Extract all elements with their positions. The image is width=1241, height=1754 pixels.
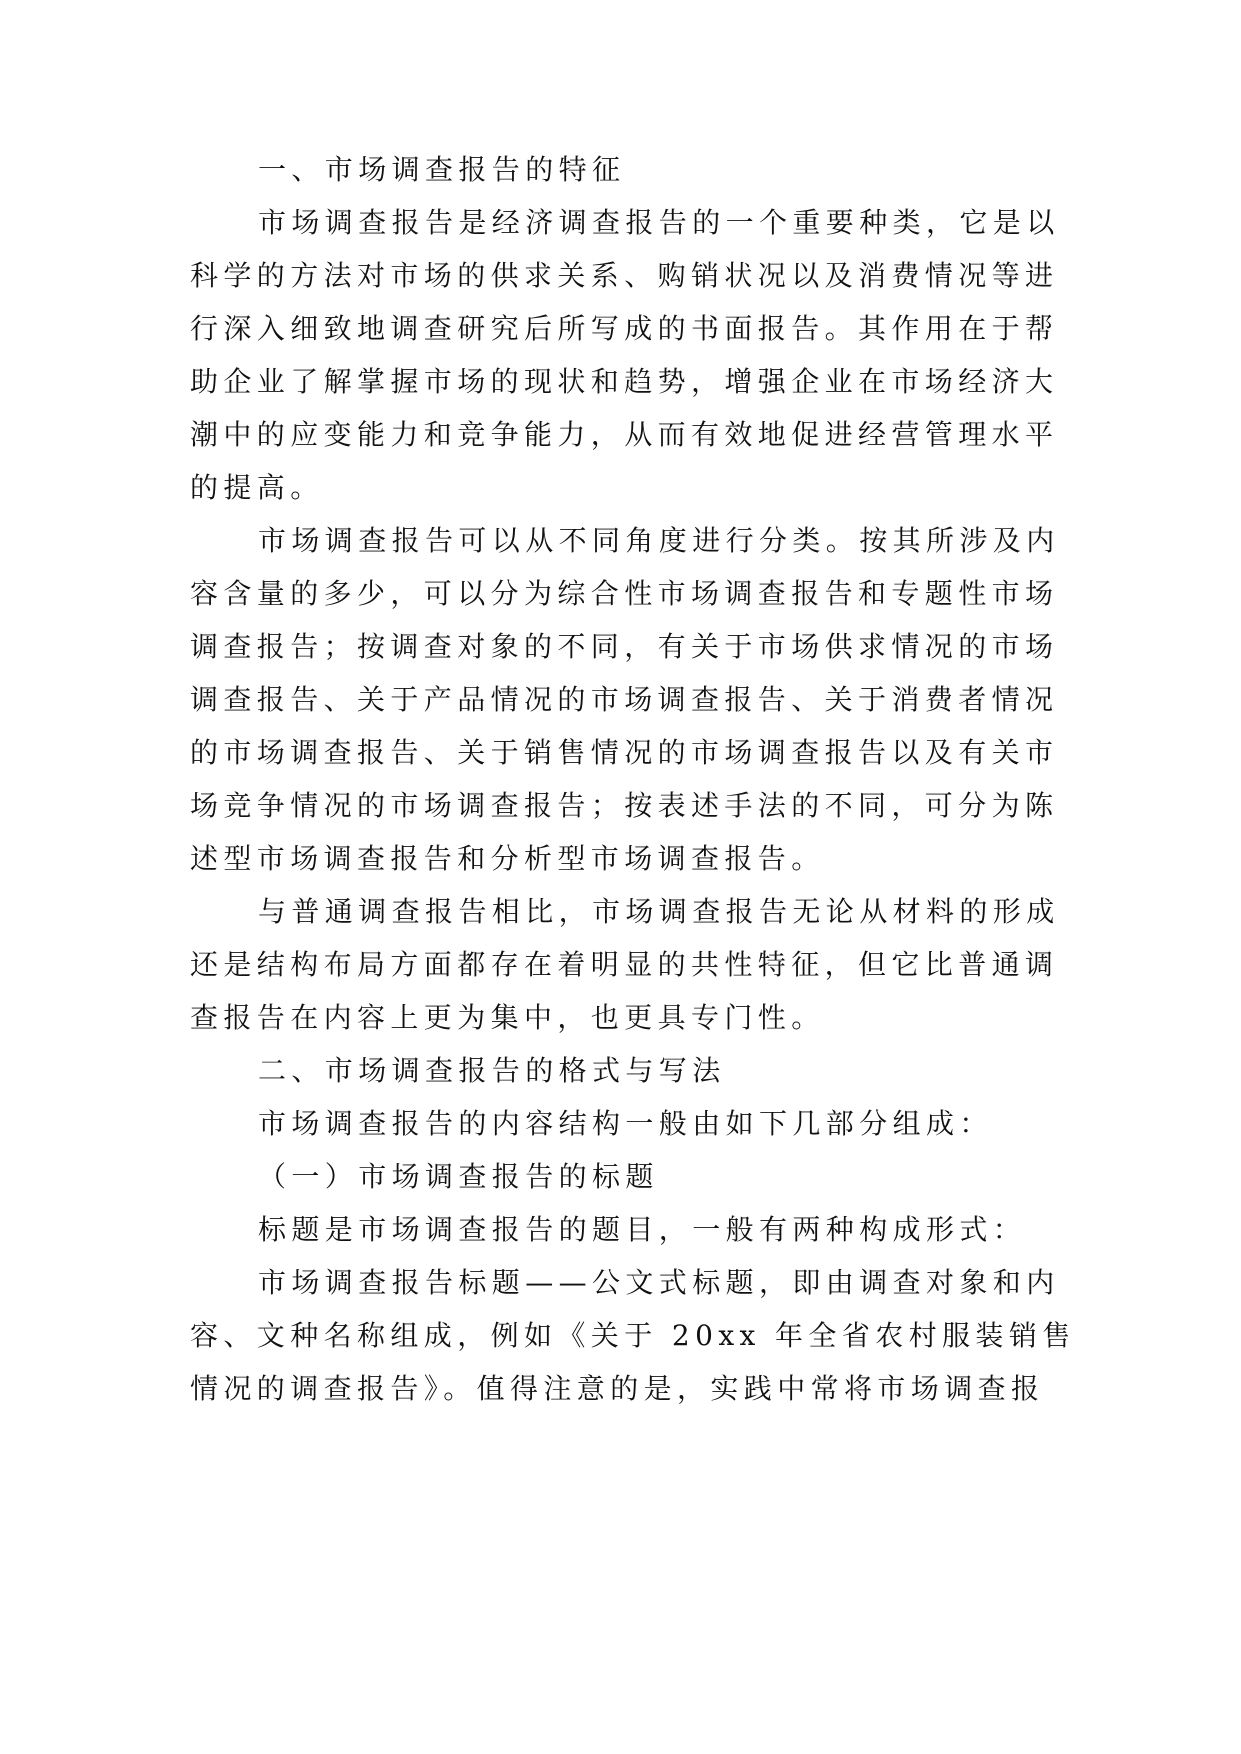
paragraph-line: 情况的调查报告》。值得注意的是，实践中常将市场调查报 xyxy=(190,1372,1045,1405)
paragraph-line: 调查报告；按调查对象的不同，有关于市场供求情况的市场 xyxy=(190,630,1059,663)
paragraph-line: 调查报告、关于产品情况的市场调查报告、关于消费者情况 xyxy=(190,683,1059,716)
section-heading-2: 二、市场调查报告的格式与写法 xyxy=(258,1054,726,1087)
paragraph-line: 行深入细致地调查研究后所写成的书面报告。其作用在于帮 xyxy=(190,312,1059,345)
paragraph-line: 还是结构布局方面都存在着明显的共性特征，但它比普通调 xyxy=(190,948,1059,981)
paragraph-line: 市场调查报告是经济调查报告的一个重要种类，它是以 xyxy=(258,206,1060,239)
paragraph-line: 与普通调查报告相比，市场调查报告无论从材料的形成 xyxy=(258,895,1060,928)
paragraph-line: 潮中的应变能力和竞争能力，从而有效地促进经营管理水平 xyxy=(190,418,1059,451)
paragraph-line: 科学的方法对市场的供求关系、购销状况以及消费情况等进 xyxy=(190,259,1059,292)
paragraph-line: 容含量的多少，可以分为综合性市场调查报告和专题性市场 xyxy=(190,577,1059,610)
paragraph-line: 标题是市场调查报告的题目，一般有两种构成形式： xyxy=(258,1213,1027,1246)
paragraph-line: 市场调查报告标题——公文式标题，即由调查对象和内 xyxy=(258,1266,1060,1299)
paragraph-line: 查报告在内容上更为集中，也更具专门性。 xyxy=(190,1001,825,1034)
paragraph-line: 容、文种名称组成，例如《关于 20xx 年全省农村服装销售 xyxy=(190,1319,1076,1352)
paragraph-line: 场竞争情况的市场调查报告；按表述手法的不同，可分为陈 xyxy=(190,789,1059,822)
paragraph-line: 助企业了解掌握市场的现状和趋势，增强企业在市场经济大 xyxy=(190,365,1059,398)
section-heading-1: 一、市场调查报告的特征 xyxy=(258,153,626,186)
paragraph-line: 的市场调查报告、关于销售情况的市场调查报告以及有关市 xyxy=(190,736,1059,769)
paragraph-line: 市场调查报告可以从不同角度进行分类。按其所涉及内 xyxy=(258,524,1060,557)
paragraph-line: 述型市场调查报告和分析型市场调查报告。 xyxy=(190,842,825,875)
paragraph-line: 的提高。 xyxy=(190,471,324,504)
paragraph-line: 市场调查报告的内容结构一般由如下几部分组成： xyxy=(258,1107,993,1140)
subsection-heading: （一）市场调查报告的标题 xyxy=(258,1160,659,1193)
